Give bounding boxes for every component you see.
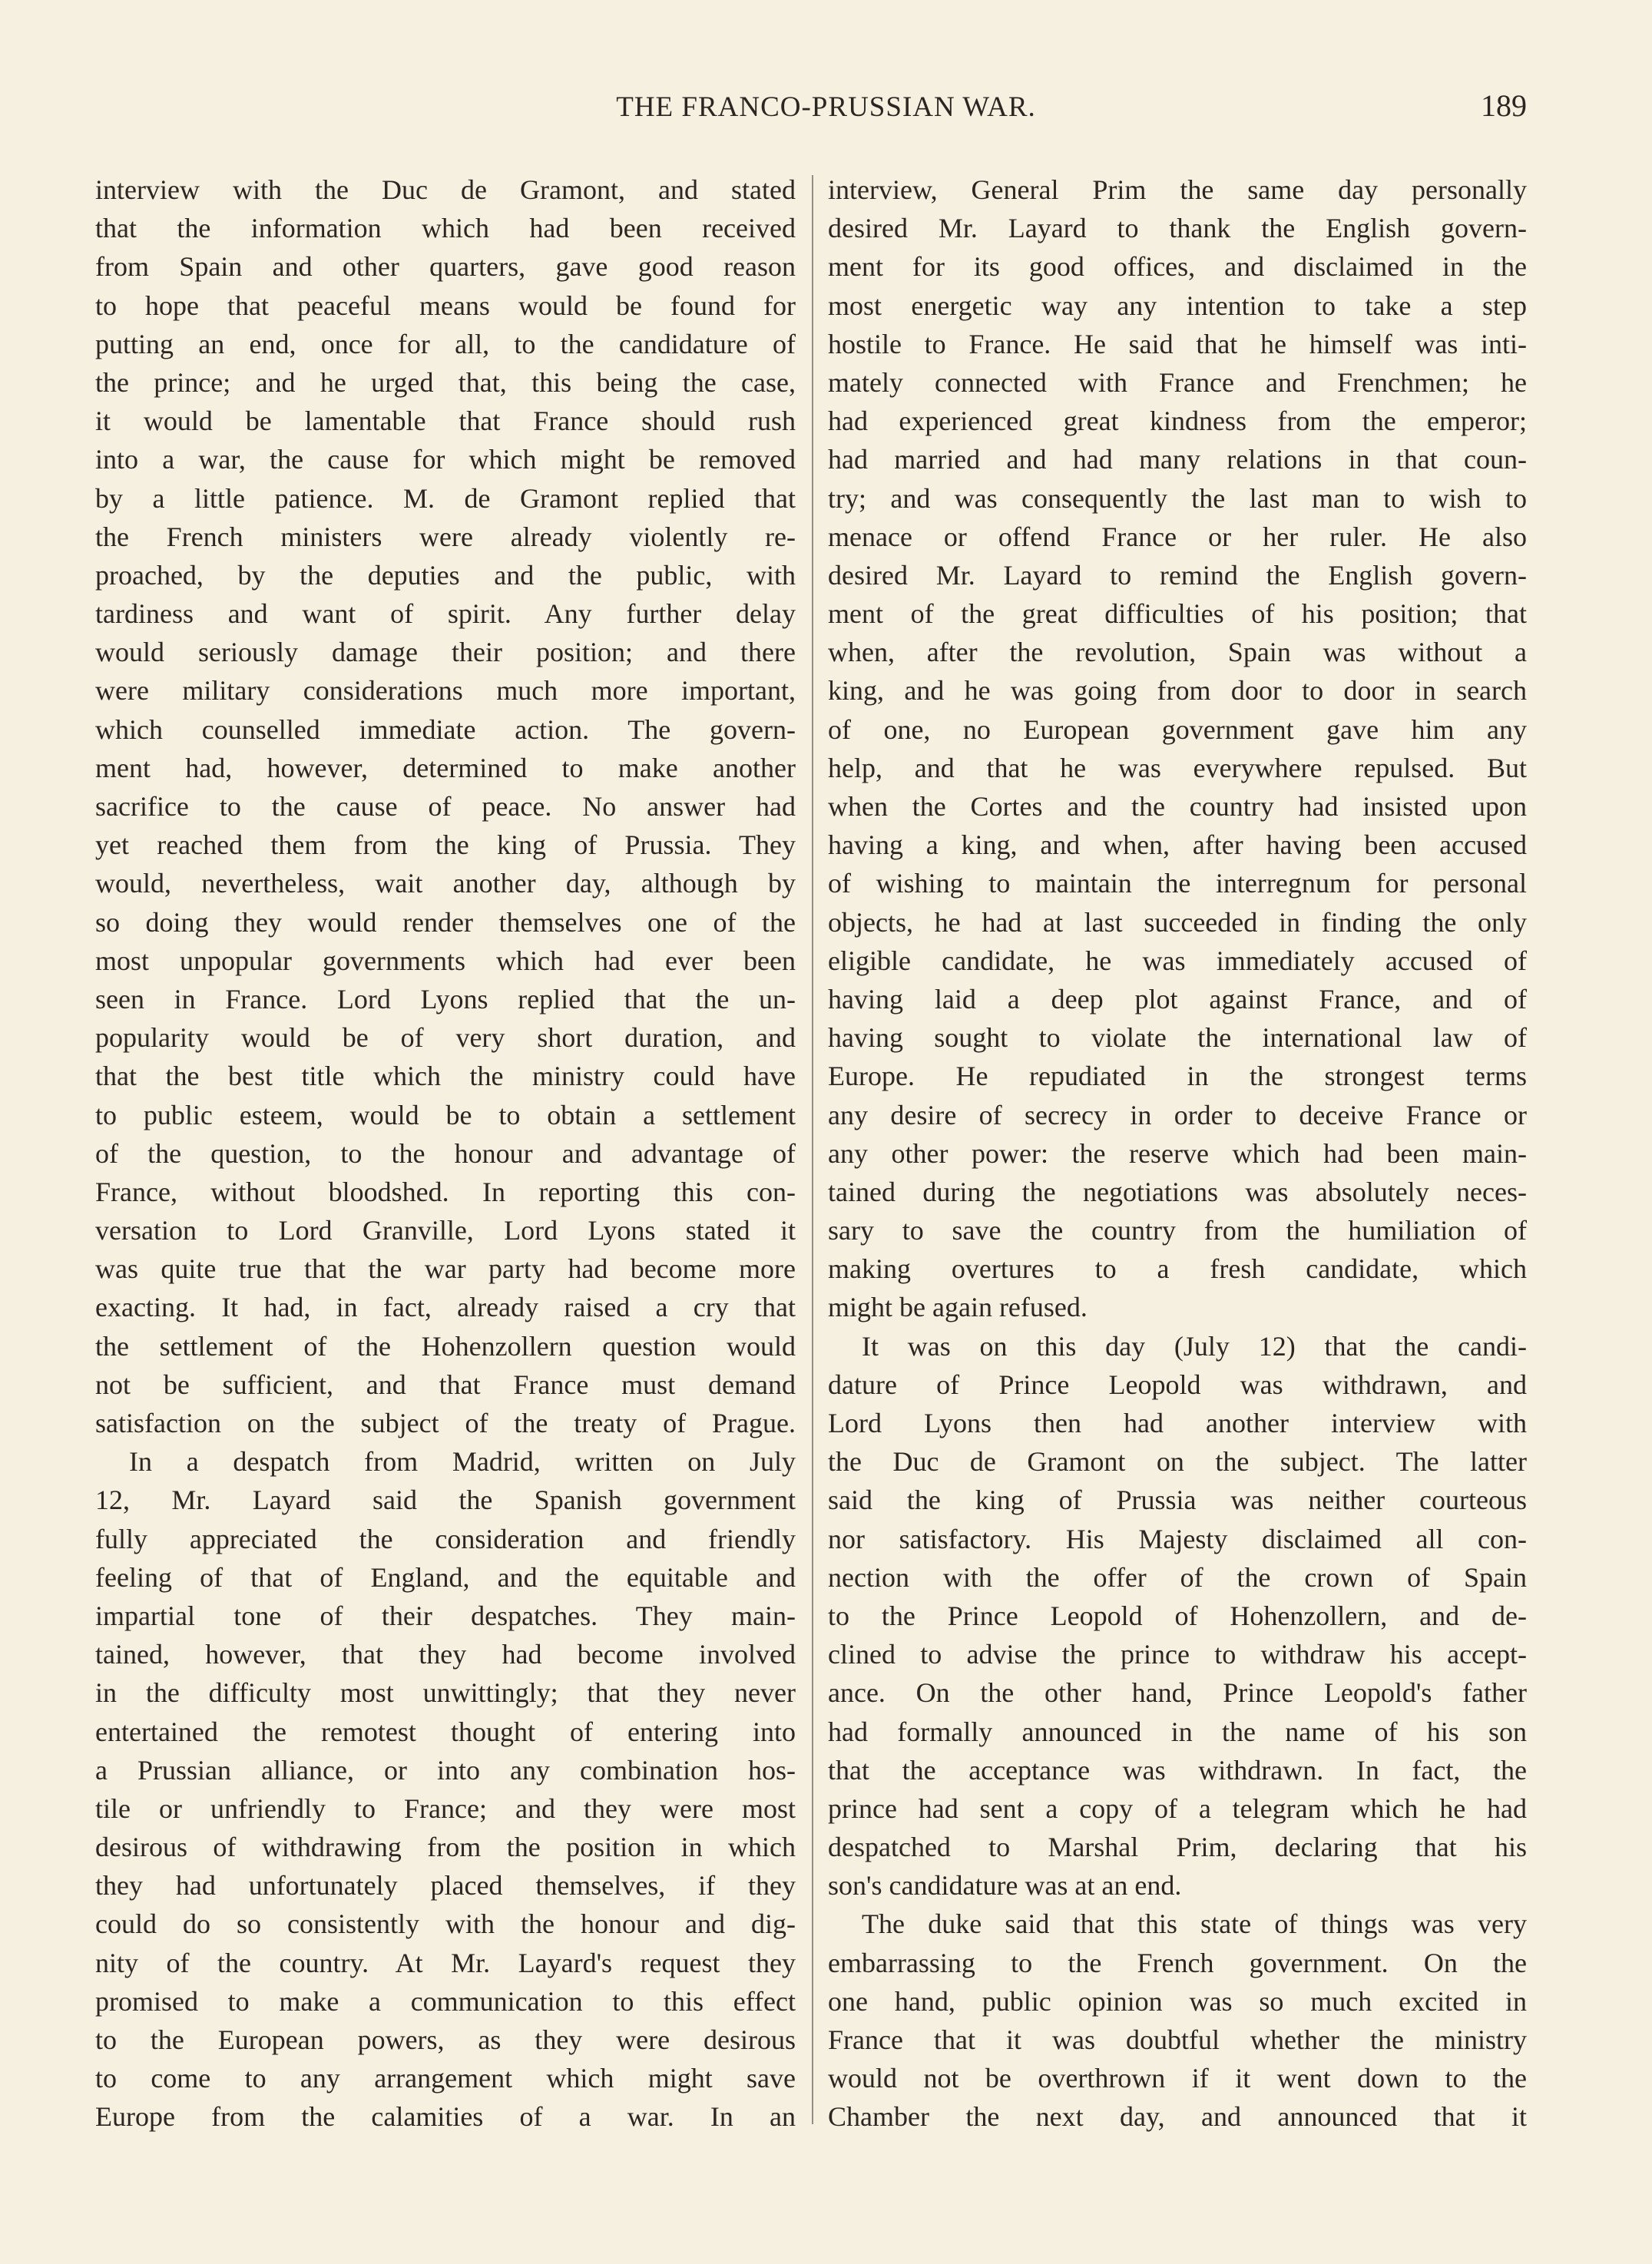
text-line: interview, General Prim the same day personally [828, 174, 1527, 205]
text-line: had formally announced in the name of his son [828, 1716, 1527, 1747]
text-line: objects, he had at last succeeded in finding the only [828, 906, 1527, 938]
text-line: Chamber the next day, and announced that it [828, 2101, 1527, 2133]
paragraph [95, 1442, 796, 2136]
text-line: not be sufficient, and that France must demand [95, 1369, 796, 1400]
text-line: exacting. It had, in fact, already raised a cry that [95, 1292, 796, 1323]
text-line: France, without bloodshed. In reporting this con- [95, 1176, 796, 1207]
text-line: eligible candidate, he was immediately accused of [828, 945, 1527, 976]
text-line: so doing they would render themselves one of the [95, 906, 796, 938]
text-line: ance. On the other hand, Prince Leopold's father [828, 1677, 1527, 1709]
text-line: tained during the negotiations was absolutely neces- [828, 1176, 1527, 1207]
text-line: would, nevertheless, wait another day, although by [95, 868, 796, 899]
text-line: hostile to France. He said that he himself was inti- [828, 328, 1527, 359]
text-line: having laid a deep plot against France, and of [828, 983, 1527, 1014]
paragraph [828, 1327, 1527, 1905]
text-line: were military considerations much more important, [95, 675, 796, 707]
text-line: any desire of secrecy in order to deceive France or [828, 1099, 1527, 1130]
text-line: when the Cortes and the country had insisted upon [828, 791, 1527, 822]
text-line: to the Prince Leopold of Hohenzollern, and de- [828, 1600, 1527, 1631]
paragraph [828, 1905, 1527, 2136]
text-line: tardiness and want of spirit. Any further delay [95, 598, 796, 630]
text-line: any other power: the reserve which had been main- [828, 1137, 1527, 1169]
text-line: sacrifice to the cause of peace. No answer had [95, 791, 796, 822]
text-line: to hope that peaceful means would be found for [95, 290, 796, 321]
text-line: king, and he was going from door to door in search [828, 675, 1527, 707]
text-line: the Duc de Gramont on the subject. The latter [828, 1446, 1527, 1478]
running-header: THE FRANCO-PRUSSIAN WAR. [616, 91, 1036, 123]
text-line: tained, however, that they had become involved [95, 1639, 796, 1670]
text-line: the prince; and he urged that, this being the case, [95, 366, 796, 398]
text-line: of the question, to the honour and advantage of [95, 1137, 796, 1169]
text-line: menace or offend France or her ruler. He also [828, 521, 1527, 552]
text-line: Europe. He repudiated in the strongest terms [828, 1061, 1527, 1092]
column-divider [812, 175, 813, 2124]
text-line: prince had sent a copy of a telegram which he had [828, 1792, 1527, 1824]
text-line: the French ministers were already violently re- [95, 521, 796, 552]
text-line: which counselled immediate action. The govern- [95, 713, 796, 745]
text-line: popularity would be of very short duration, and [95, 1022, 796, 1054]
text-line: making overtures to a fresh candidate, which [828, 1253, 1527, 1285]
text-line: that the acceptance was withdrawn. In fact, the [828, 1754, 1527, 1786]
text-line: that the best title which the ministry could have [95, 1061, 796, 1092]
text-line: tile or unfriendly to France; and they were most [95, 1792, 796, 1824]
text-line: to come to any arrangement which might save [95, 2063, 796, 2094]
text-line: one hand, public opinion was so much excited in [828, 1985, 1527, 2017]
paragraph [95, 170, 796, 1442]
text-line: desired Mr. Layard to remind the English govern- [828, 559, 1527, 591]
paragraph [828, 170, 1527, 1327]
text-line: sary to save the country from the humiliation of [828, 1215, 1527, 1246]
text-line: In a despatch from Madrid, written on July [129, 1446, 796, 1478]
text-line: entertained the remotest thought of entering into [95, 1716, 796, 1747]
text-line: clined to advise the prince to withdraw his accept- [828, 1639, 1527, 1670]
text-line: by a little patience. M. de Gramont replied that [95, 482, 796, 514]
text-line: help, and that he was everywhere repulsed. But [828, 752, 1527, 783]
text-line: interview with the Duc de Gramont, and stated [95, 174, 796, 205]
text-line: said the king of Prussia was neither courteous [828, 1485, 1527, 1516]
page-number: 189 [1481, 88, 1527, 123]
text-line: versation to Lord Granville, Lord Lyons stated it [95, 1215, 796, 1246]
text-line: desirous of withdrawing from the position in which [95, 1832, 796, 1863]
text-line: France that it was doubtful whether the ministry [828, 2024, 1527, 2055]
text-line: feeling of that of England, and the equitable and [95, 1561, 796, 1593]
text-line: 12, Mr. Layard said the Spanish government [95, 1485, 796, 1516]
text-line: in the difficulty most unwittingly; that they never [95, 1677, 796, 1709]
text-line: dature of Prince Leopold was withdrawn, and [828, 1369, 1527, 1400]
text-line: had experienced great kindness from the emperor; [828, 405, 1527, 437]
text-line: ment had, however, determined to make another [95, 752, 796, 783]
text-line: most energetic way any intention to take a step [828, 290, 1527, 321]
text-line: most unpopular governments which had ever been [95, 945, 796, 976]
text-line: would not be overthrown if it went down to the [828, 2063, 1527, 2094]
text-line: to the European powers, as they were desirous [95, 2024, 796, 2055]
text-line: ment for its good offices, and disclaimed in the [828, 251, 1527, 283]
text-line: having sought to violate the international law of [828, 1022, 1527, 1054]
text-line: having a king, and when, after having been accused [828, 829, 1527, 861]
text-line: of one, no European government gave him any [828, 713, 1527, 745]
text-line: nection with the offer of the crown of Spain [828, 1561, 1527, 1593]
text-line: proached, by the deputies and the public, with [95, 559, 796, 591]
text-line: the settlement of the Hohenzollern question would [95, 1330, 796, 1362]
text-line: a Prussian alliance, or into any combination hos- [95, 1754, 796, 1786]
text-line: embarrassing to the French government. On the [828, 1947, 1527, 1978]
text-line: could do so consistently with the honour and dig- [95, 1908, 796, 1940]
text-line: Lord Lyons then had another interview with [828, 1408, 1527, 1438]
text-line: seen in France. Lord Lyons replied that the un- [95, 983, 796, 1014]
text-line: despatched to Marshal Prim, declaring that his [828, 1832, 1527, 1863]
text-line: had married and had many relations in that coun- [828, 444, 1527, 475]
text-line: might be again refused. [828, 1292, 1088, 1323]
text-line: nity of the country. At Mr. Layard's request they [95, 1947, 796, 1978]
text-column-right [828, 170, 1527, 2137]
text-line: into a war, the cause for which might be removed [95, 444, 796, 475]
text-line: it would be lamentable that France should rush [95, 405, 796, 437]
text-line: son's candidature was at an end. [828, 1870, 1182, 1902]
text-line: yet reached them from the king of Prussia. They [95, 829, 796, 861]
text-line: desired Mr. Layard to thank the English govern- [828, 213, 1527, 244]
text-line: from Spain and other quarters, gave good reason [95, 251, 796, 283]
text-line: to public esteem, would be to obtain a settlement [95, 1099, 796, 1130]
text-line: Europe from the calamities of a war. In an [95, 2101, 796, 2133]
text-line: of wishing to maintain the interregnum for personal [828, 868, 1527, 899]
text-line: that the information which had been received [95, 213, 796, 244]
text-line: The duke said that this state of things was very [862, 1908, 1527, 1940]
text-line: nor satisfactory. His Majesty disclaimed all con- [828, 1523, 1527, 1554]
text-line: mately connected with France and Frenchmen; he [828, 366, 1527, 398]
text-line: when, after the revolution, Spain was without a [828, 637, 1527, 668]
text-line: was quite true that the war party had become more [95, 1253, 796, 1285]
text-line: promised to make a communication to this effect [95, 1985, 796, 2017]
text-line: fully appreciated the consideration and friendly [95, 1523, 796, 1554]
text-line: putting an end, once for all, to the candidature of [95, 328, 796, 359]
text-line: satisfaction on the subject of the treaty of Prague. [95, 1408, 796, 1438]
text-line: impartial tone of their despatches. They main- [95, 1600, 796, 1631]
text-line: would seriously damage their position; and there [95, 637, 796, 668]
text-line: It was on this day (July 12) that the candi- [862, 1330, 1527, 1362]
text-line: they had unfortunately placed themselves, if they [95, 1870, 796, 1902]
text-column-left [95, 170, 796, 2137]
text-line: ment of the great difficulties of his position; that [828, 598, 1527, 630]
text-line: try; and was consequently the last man to wish to [828, 482, 1527, 514]
